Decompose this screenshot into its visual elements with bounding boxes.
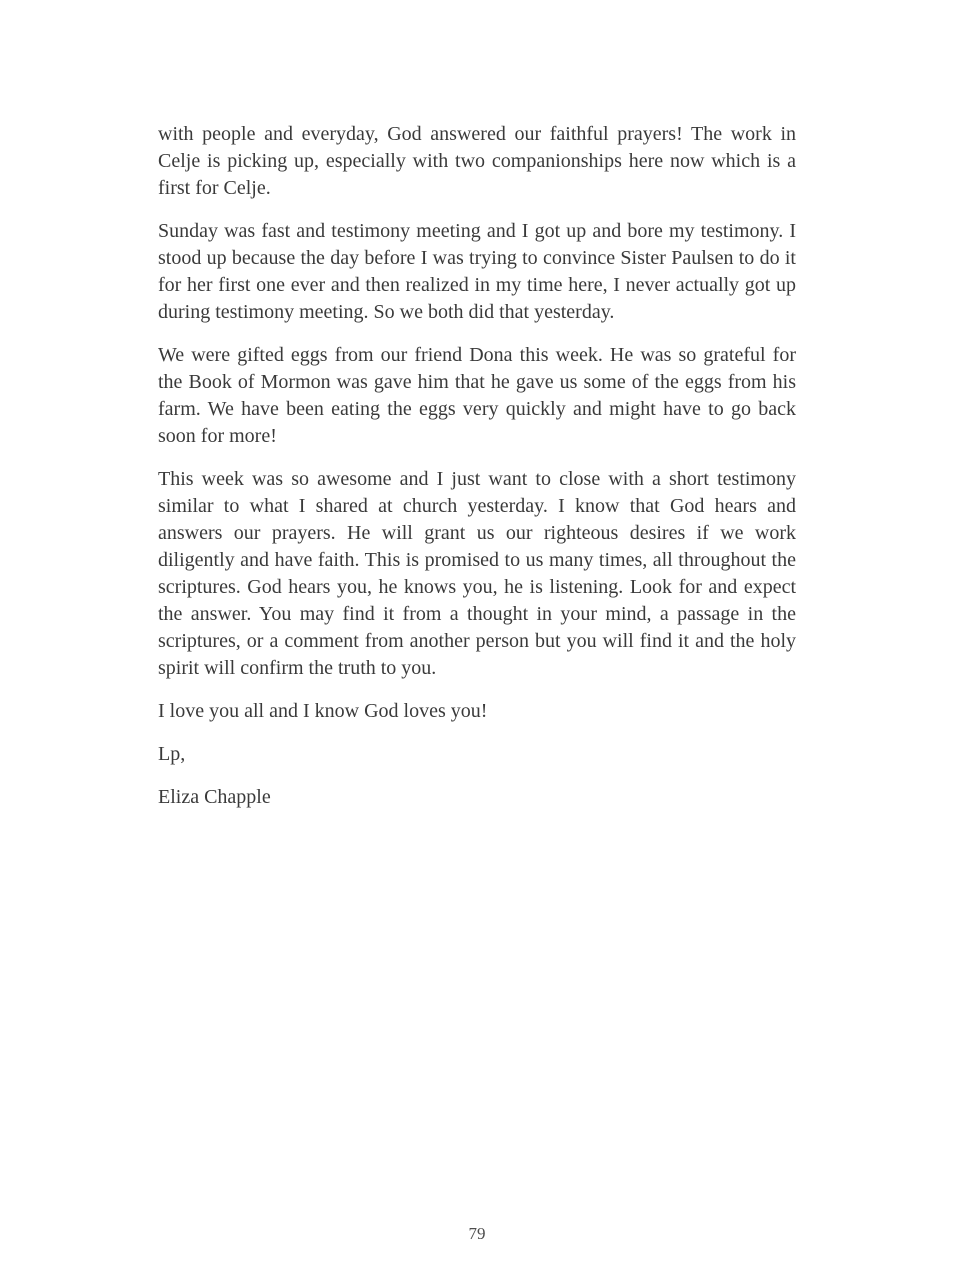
letter-closing-line: I love you all and I know God loves you! — [158, 700, 488, 722]
letter-paragraph: We were gifted eggs from our friend Dona this week. He was so grateful for the Book of Mormon was gave him that he gave us some of the eggs from his farm. We have been eating the eggs very quickly and might have to go back soon for more! — [158, 344, 796, 447]
letter-paragraph: Sunday was fast and testimony meeting and I got up and bore my testimony. I stood up because the day before I was trying to convince Sister Paulsen to do it for her first one ever and then realized in my time here, I never actually got up during testimony meeting. So we both did that yesterday. — [158, 220, 796, 323]
letter-paragraph: This week was so awesome and I just want to close with a short testimony similar to what I shared at church yesterday. I know that God hears and answers our prayers. He will grant us our righteous desires if we work diligently and have faith. This is promised to us many times, all throughout the scriptures. God hears you, he knows you, he is listening. Look for and expect the answer. You may find it from a thought in your mind, a passage in the scriptures, or a comment from another person but you will find it and the holy spirit will confirm the truth to you. — [158, 468, 796, 679]
letter-body — [158, 121, 796, 827]
page-number: 79 — [468, 1224, 486, 1243]
letter-valediction: Lp, — [158, 743, 186, 765]
letter-signature: Eliza Chapple — [158, 786, 271, 808]
letter-paragraph: with people and everyday, God answered our faithful prayers! The work in Celje is picking up, especially with two companionships here now which is a first for Celje. — [158, 123, 796, 199]
